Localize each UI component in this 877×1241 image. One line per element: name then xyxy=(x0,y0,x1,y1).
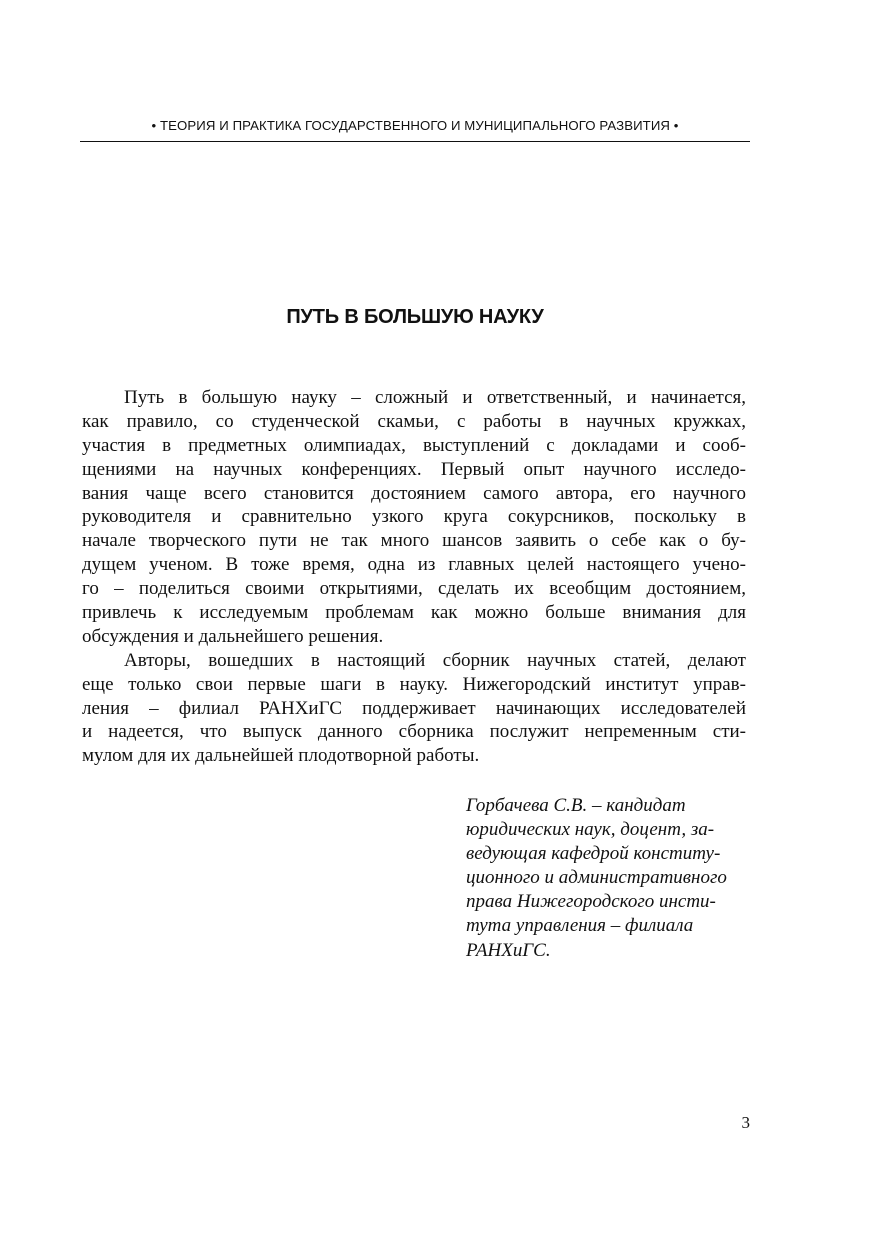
author-signature xyxy=(466,794,756,963)
signature-line: ведующая кафедрой конститу- xyxy=(466,843,721,865)
page-title: ПУТЬ В БОЛЬШУЮ НАУКУ xyxy=(286,306,544,328)
text-line: еще только свои первые шаги в науку. Нижегородский институт управ- xyxy=(82,673,746,695)
text-line: привлечь к исследуемым проблемам как можно больше внимания для xyxy=(82,602,746,624)
signature-line: тута управления – филиала xyxy=(466,915,694,937)
text-line: обсуждения и дальнейшего решения. xyxy=(82,625,384,647)
signature-line: ционного и административного xyxy=(466,867,727,889)
running-header: • ТЕОРИЯ И ПРАКТИКА ГОСУДАРСТВЕННОГО И МУНИЦИПАЛЬНОГО РАЗВИТИЯ • xyxy=(151,118,679,133)
text-line: дущем ученом. В тоже время, одна из главных целей настоящего учено- xyxy=(82,554,746,576)
text-line: руководителя и сравнительно узкого круга сокурсников, поскольку в xyxy=(82,506,746,528)
text-line: участия в предметных олимпиадах, выступлений с докладами и сооб- xyxy=(82,434,746,456)
paragraph-1 xyxy=(82,386,746,649)
text-line: Путь в большую науку – сложный и ответственный, и начинается, xyxy=(124,387,746,408)
body-text xyxy=(82,386,746,768)
paragraph-2 xyxy=(82,649,746,768)
text-line: Авторы, вошедших в настоящий сборник научных статей, делают xyxy=(124,649,746,671)
text-line: ления – филиал РАНХиГС поддерживает начинающих исследователей xyxy=(82,697,746,719)
page-number: 3 xyxy=(741,1113,750,1132)
text-line: мулом для их дальнейшей плодотворной работы. xyxy=(82,745,480,767)
text-line: как правило, со студенческой скамьи, с работы в научных кружках, xyxy=(82,410,746,432)
signature-line: Горбачева С.В. – кандидат xyxy=(466,795,686,816)
header-rule xyxy=(80,141,750,142)
signature-line: РАНХиГС. xyxy=(466,939,551,961)
text-line: вания чаще всего становится достоянием самого автора, его научного xyxy=(82,482,746,504)
text-line: го – поделиться своими открытиями, сделать их всеобщим достоянием, xyxy=(82,578,746,600)
signature-line: юридических наук, доцент, за- xyxy=(466,819,715,841)
text-line: щениями на научных конференциях. Первый опыт научного исследо- xyxy=(82,458,746,480)
text-line: и надеется, что выпуск данного сборника послужит непременным сти- xyxy=(82,721,746,743)
signature-line: права Нижегородского инсти- xyxy=(466,891,716,913)
text-line: начале творческого пути не так много шансов заявить о себе как о бу- xyxy=(82,530,746,552)
